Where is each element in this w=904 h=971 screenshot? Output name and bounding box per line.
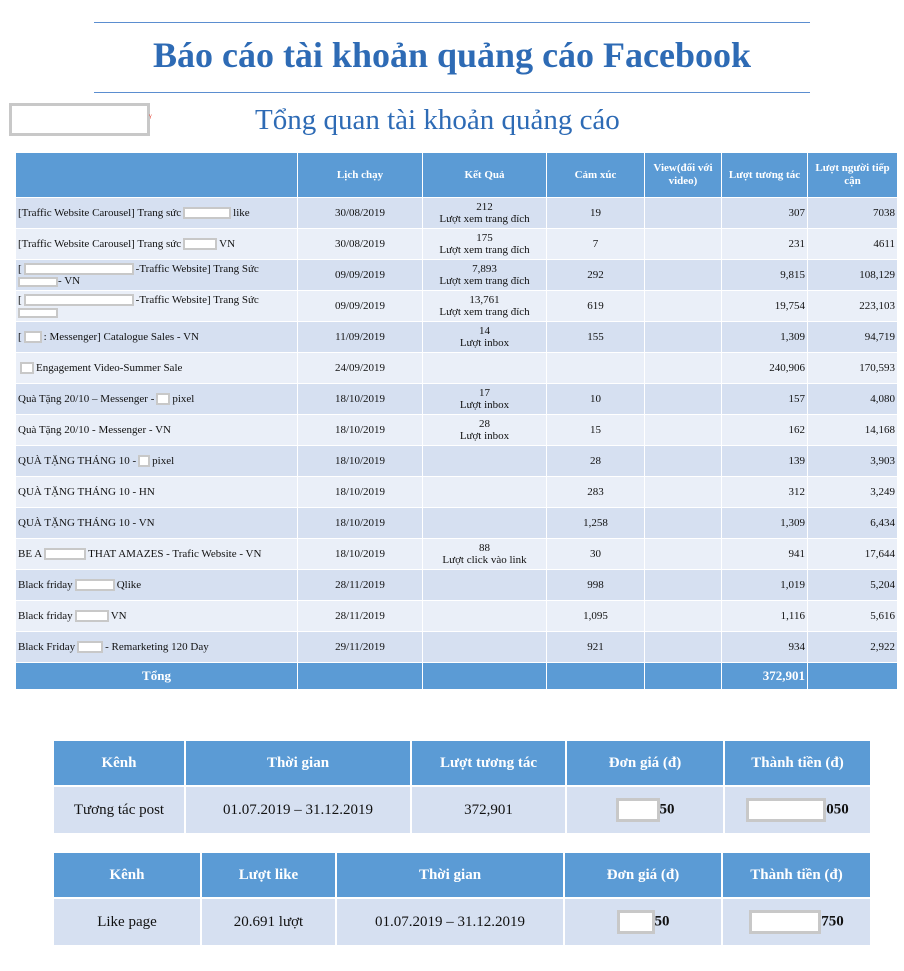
reach-value: 4,080: [808, 384, 898, 415]
table-row: [16, 632, 898, 663]
reach-value: 17,644: [808, 539, 898, 570]
result-label: Lượt xem trang đích: [439, 213, 530, 225]
table-row: [16, 539, 898, 570]
campaign-name-text: QUÀ TẶNG THÁNG 10 - HN: [18, 486, 155, 498]
table-row: [16, 353, 898, 384]
schedule-date: 30/08/2019: [298, 229, 423, 260]
redacted-text: [156, 393, 170, 405]
overview-table: [15, 152, 898, 690]
engagement-value: 934: [722, 632, 808, 663]
campaign-name: [16, 570, 298, 601]
emotion-value: 292: [547, 260, 645, 291]
table-row: [16, 260, 898, 291]
schedule-date: 18/10/2019: [298, 508, 423, 539]
campaign-name: [16, 291, 298, 322]
reach-value: 14,168: [808, 415, 898, 446]
redacted-text: [44, 548, 86, 560]
campaign-name: [16, 539, 298, 570]
result-value: 14: [479, 325, 490, 337]
result-value: 212: [476, 201, 493, 213]
result-cell: [423, 384, 547, 415]
campaign-name: [16, 198, 298, 229]
campaign-name-suffix: Qlike: [116, 578, 142, 591]
campaign-name: [16, 415, 298, 446]
summary2-total-suffix: 750: [821, 913, 844, 930]
result-value: 7,893: [472, 263, 497, 275]
table-row: [16, 229, 898, 260]
result-label: Lượt inbox: [459, 337, 510, 349]
campaign-name: [16, 353, 298, 384]
summary2-col-unit-price: Đơn giá (đ): [564, 852, 722, 898]
campaign-name-text: QUÀ TẶNG THÁNG 10 -: [18, 454, 137, 467]
redacted-text: [183, 238, 217, 250]
reach-value: 5,616: [808, 601, 898, 632]
summary2-period: 01.07.2019 – 31.12.2019: [336, 898, 564, 946]
overview-header-row: [16, 153, 898, 198]
result-label: Lượt click vào link: [442, 554, 527, 566]
redacted-text: [24, 263, 134, 275]
redacted-text: [77, 641, 103, 653]
table-row: [16, 477, 898, 508]
engagement-value: 9,815: [722, 260, 808, 291]
reach-value: 223,103: [808, 291, 898, 322]
campaign-name-text: Black friday: [18, 578, 73, 591]
campaign-name: [16, 260, 298, 291]
result-cell: [423, 415, 547, 446]
emotion-value: 921: [547, 632, 645, 663]
redacted-text: [18, 277, 58, 287]
campaign-name-suffix: -Traffic Website] Trang Sức: [135, 293, 259, 306]
redacted-text: [75, 579, 115, 591]
emotion-value: 619: [547, 291, 645, 322]
engagement-value: 157: [722, 384, 808, 415]
reach-value: 108,129: [808, 260, 898, 291]
summary2-row: [53, 898, 871, 946]
page-subtitle: Tổng quan tài khoản quảng cáo: [255, 104, 620, 136]
schedule-date: 29/11/2019: [298, 632, 423, 663]
redacted-value: [746, 798, 826, 822]
result-value: 17: [479, 387, 490, 399]
col-view: View(đối với video): [645, 153, 722, 198]
emotion-value: 30: [547, 539, 645, 570]
view-value: [645, 198, 722, 229]
summary2-col-likes: Lượt like: [201, 852, 336, 898]
campaign-name-text: [Traffic Website Carousel] Trang sức: [18, 237, 182, 250]
campaign-name: [16, 601, 298, 632]
result-label: Lượt xem trang đích: [439, 306, 530, 318]
campaign-name-text: Quà Tặng 20/10 – Messenger -: [18, 392, 155, 405]
result-label: Lượt xem trang đích: [439, 244, 530, 256]
summary2-col-total: Thành tiền (đ): [722, 852, 871, 898]
redacted-text: [75, 610, 109, 622]
emotion-value: 7: [547, 229, 645, 260]
reach-value: 170,593: [808, 353, 898, 384]
view-value: [645, 570, 722, 601]
engagement-value: 240,906: [722, 353, 808, 384]
schedule-date: 18/10/2019: [298, 384, 423, 415]
total-empty: [547, 663, 645, 690]
engagement-value: 1,116: [722, 601, 808, 632]
summary2-col-channel: Kênh: [53, 852, 201, 898]
reach-value: 6,434: [808, 508, 898, 539]
schedule-date: 09/09/2019: [298, 291, 423, 322]
engagement-value: 19,754: [722, 291, 808, 322]
campaign-name: [16, 508, 298, 539]
campaign-name-text: BE A: [18, 547, 43, 560]
view-value: [645, 508, 722, 539]
result-cell: [423, 353, 547, 384]
redacted-text: [18, 308, 58, 318]
redacted-text: [24, 294, 134, 306]
summary-table-likes: [52, 851, 872, 947]
emotion-value: 10: [547, 384, 645, 415]
schedule-date: 18/10/2019: [298, 415, 423, 446]
campaign-name-text: Quà Tặng 20/10 - Messenger - VN: [18, 424, 171, 436]
emotion-value: 19: [547, 198, 645, 229]
col-campaign: [16, 153, 298, 198]
summary2-header-row: [53, 852, 871, 898]
view-value: [645, 632, 722, 663]
summary1-total-suffix: 050: [826, 801, 849, 818]
title-underline: [94, 92, 810, 93]
summary1-unit-price-suffix: 50: [659, 801, 675, 818]
view-value: [645, 477, 722, 508]
total-empty: [423, 663, 547, 690]
result-cell: [423, 601, 547, 632]
engagement-value: 307: [722, 198, 808, 229]
redacted-logo: [9, 103, 150, 136]
view-value: [645, 353, 722, 384]
campaign-name: [16, 384, 298, 415]
view-value: [645, 291, 722, 322]
result-cell: [423, 477, 547, 508]
schedule-date: 18/10/2019: [298, 539, 423, 570]
reach-value: 4611: [808, 229, 898, 260]
engagement-value: 1,309: [722, 508, 808, 539]
campaign-name-suffix: like: [233, 206, 250, 219]
schedule-date: 09/09/2019: [298, 260, 423, 291]
col-emotion: Cảm xúc: [547, 153, 645, 198]
summary1-col-period: Thời gian: [185, 740, 411, 786]
result-cell: [423, 446, 547, 477]
reach-value: 2,922: [808, 632, 898, 663]
table-row: [16, 198, 898, 229]
result-cell: [423, 632, 547, 663]
view-value: [645, 229, 722, 260]
view-value: [645, 601, 722, 632]
summary1-col-channel: Kênh: [53, 740, 185, 786]
redacted-value: [616, 798, 660, 822]
emotion-value: 283: [547, 477, 645, 508]
campaign-name-suffix: Engagement Video-Summer Sale: [36, 361, 183, 374]
campaign-name-suffix: VN: [219, 237, 236, 250]
campaign-name-suffix: -Traffic Website] Trang Sức: [135, 262, 259, 275]
redacted-text: [138, 455, 150, 467]
campaign-name: [16, 477, 298, 508]
table-row: [16, 601, 898, 632]
view-value: [645, 322, 722, 353]
reach-value: 5,204: [808, 570, 898, 601]
total-label: Tổng: [16, 663, 298, 690]
result-cell: [423, 570, 547, 601]
table-row: [16, 508, 898, 539]
red-marker: ᵞ: [149, 112, 152, 123]
result-value: 88: [479, 542, 490, 554]
campaign-name-suffix: THAT AMAZES - Trafic Website - VN: [88, 547, 262, 560]
schedule-date: 28/11/2019: [298, 601, 423, 632]
view-value: [645, 446, 722, 477]
result-cell: [423, 539, 547, 570]
schedule-date: 11/09/2019: [298, 322, 423, 353]
table-row: [16, 322, 898, 353]
col-reach: Lượt người tiếp cận: [808, 153, 898, 198]
campaign-name-suffix: VN: [110, 609, 127, 622]
view-value: [645, 260, 722, 291]
view-value: [645, 415, 722, 446]
schedule-date: 28/11/2019: [298, 570, 423, 601]
campaign-name-suffix: pixel: [152, 454, 175, 467]
emotion-value: 15: [547, 415, 645, 446]
campaign-name-text: Black Friday: [18, 640, 76, 653]
total-row: [16, 663, 898, 690]
schedule-date: 18/10/2019: [298, 477, 423, 508]
reach-value: 3,249: [808, 477, 898, 508]
campaign-name-suffix: : Messenger] Catalogue Sales - VN: [43, 330, 199, 343]
summary1-col-interactions: Lượt tương tác: [411, 740, 566, 786]
schedule-date: 30/08/2019: [298, 198, 423, 229]
table-row: [16, 384, 898, 415]
campaign-name-text: [Traffic Website Carousel] Trang sức: [18, 206, 182, 219]
engagement-value: 139: [722, 446, 808, 477]
summary2-unit-price-suffix: 50: [654, 913, 670, 930]
schedule-date: 24/09/2019: [298, 353, 423, 384]
campaign-name-text: QUÀ TẶNG THÁNG 10 - VN: [18, 517, 155, 529]
emotion-value: [547, 353, 645, 384]
campaign-name-text: [: [18, 262, 22, 275]
table-row: [16, 291, 898, 322]
summary1-header-row: [53, 740, 871, 786]
result-value: 13,761: [469, 294, 500, 306]
engagement-value: 162: [722, 415, 808, 446]
redacted-value: [617, 910, 655, 934]
campaign-name-text: [: [18, 330, 22, 343]
result-value: 175: [476, 232, 493, 244]
view-value: [645, 384, 722, 415]
summary2-unit-price: [564, 898, 722, 946]
campaign-name-text: Black friday: [18, 609, 73, 622]
col-engagement: Lượt tương tác: [722, 153, 808, 198]
summary2-likes: 20.691 lượt: [201, 898, 336, 946]
campaign-name: [16, 322, 298, 353]
page-title: Báo cáo tài khoản quảng cáo Facebook: [152, 35, 752, 75]
redacted-text: [20, 362, 34, 374]
redacted-text: [24, 331, 42, 343]
col-result: Kết Quả: [423, 153, 547, 198]
top-rule: [94, 22, 810, 23]
emotion-value: 998: [547, 570, 645, 601]
result-cell: [423, 229, 547, 260]
reach-value: 7038: [808, 198, 898, 229]
table-row: [16, 570, 898, 601]
result-cell: [423, 198, 547, 229]
summary1-total: [724, 786, 871, 834]
total-empty: [645, 663, 722, 690]
campaign-name-text: [: [18, 293, 22, 306]
result-label: Lượt inbox: [459, 399, 510, 411]
reach-value: 3,903: [808, 446, 898, 477]
campaign-name: [16, 229, 298, 260]
summary2-channel: Like page: [53, 898, 201, 946]
view-value: [645, 539, 722, 570]
campaign-name-suffix: - Remarketing 120 Day: [105, 640, 209, 653]
summary1-period: 01.07.2019 – 31.12.2019: [185, 786, 411, 834]
summary1-interactions: 372,901: [411, 786, 566, 834]
engagement-value: 231: [722, 229, 808, 260]
result-value: 28: [479, 418, 490, 430]
summary1-col-unit-price: Đơn giá (đ): [566, 740, 724, 786]
table-row: [16, 446, 898, 477]
emotion-value: 1,095: [547, 601, 645, 632]
redacted-value: [749, 910, 821, 934]
summary-table-interactions: [52, 739, 872, 835]
campaign-name-suffix: pixel: [172, 392, 195, 405]
engagement-value: 1,309: [722, 322, 808, 353]
campaign-name-line2: - VN: [58, 275, 81, 288]
engagement-value: 312: [722, 477, 808, 508]
redacted-text: [183, 207, 231, 219]
col-schedule: Lịch chạy: [298, 153, 423, 198]
emotion-value: 1,258: [547, 508, 645, 539]
total-empty: [298, 663, 423, 690]
summary1-unit-price: [566, 786, 724, 834]
result-cell: [423, 508, 547, 539]
schedule-date: 18/10/2019: [298, 446, 423, 477]
engagement-value: 941: [722, 539, 808, 570]
emotion-value: 155: [547, 322, 645, 353]
reach-value: 94,719: [808, 322, 898, 353]
result-label: Lượt xem trang đích: [439, 275, 530, 287]
summary1-row: [53, 786, 871, 834]
result-label: Lượt inbox: [459, 430, 510, 442]
total-engagement: 372,901: [722, 663, 808, 690]
campaign-name: [16, 446, 298, 477]
emotion-value: 28: [547, 446, 645, 477]
engagement-value: 1,019: [722, 570, 808, 601]
summary2-col-period: Thời gian: [336, 852, 564, 898]
summary1-channel: Tương tác post: [53, 786, 185, 834]
result-cell: [423, 322, 547, 353]
campaign-name: [16, 632, 298, 663]
result-cell: [423, 260, 547, 291]
table-row: [16, 415, 898, 446]
result-cell: [423, 291, 547, 322]
total-empty: [808, 663, 898, 690]
summary1-col-total: Thành tiền (đ): [724, 740, 871, 786]
summary2-total: [722, 898, 871, 946]
